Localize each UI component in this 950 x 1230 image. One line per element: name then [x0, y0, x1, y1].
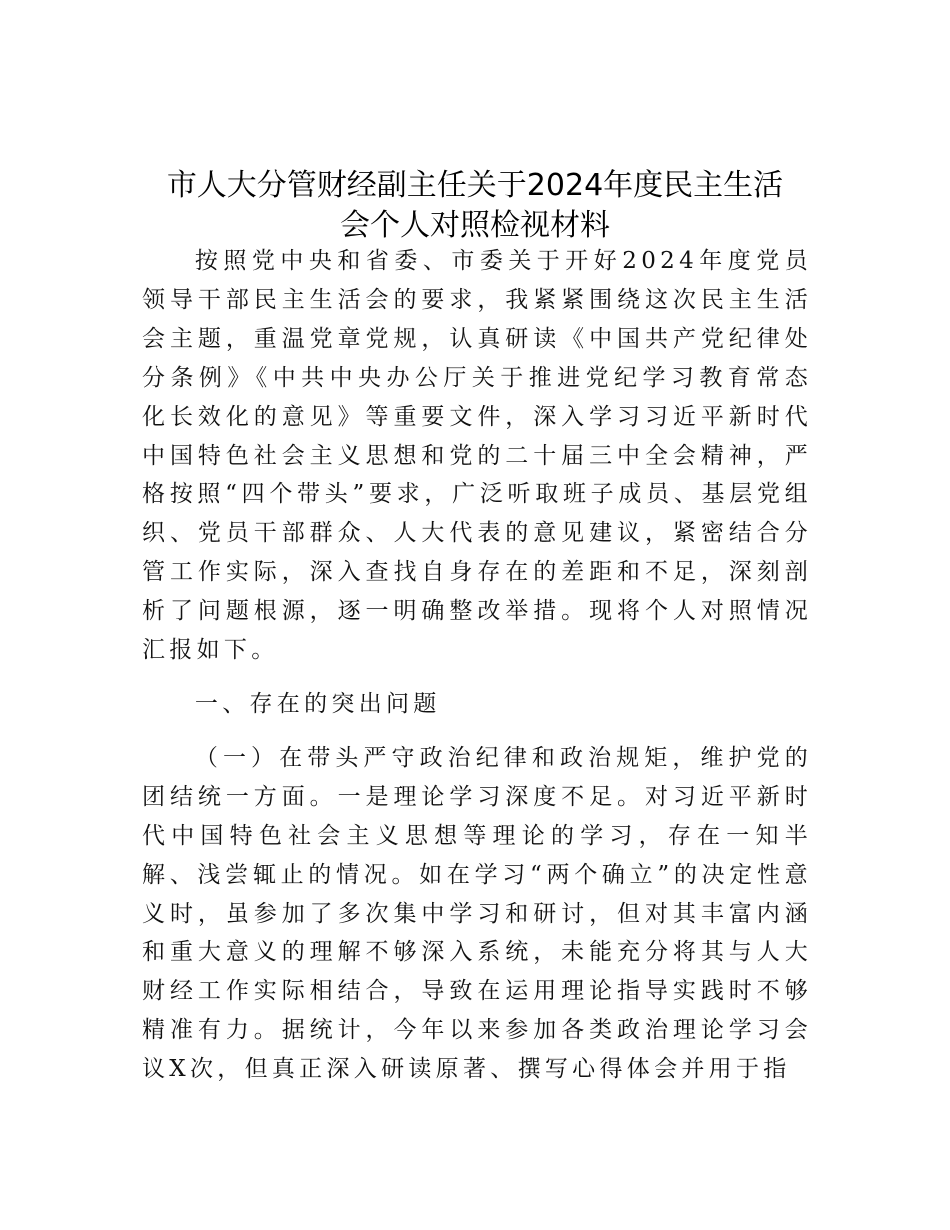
document-body	[142, 242, 812, 1089]
intro-paragraph: 按照党中央和省委、市委关于开好2024年度党员领导干部民主生活会的要求，我紧紧围绕这次民主生活会主题，重温党章党规，认真研读《中国共产党纪律处分条例》《中共中央办公厅关于推进党纪学习教育常态化长效化的意见》等重要文件，深入学习习近平新时代中国特色社会主义思想和党的二十届三中全会精神，严格按照“四个带头”要求，广泛听取班子成员、基层党组织、党员干部群众、人大代表的意见建议，紧密结合分管工作实际，深入查找自身存在的差距和不足，深刻剖析了问题根源，逐一明确整改举措。现将个人对照情况汇报如下。	[142, 248, 812, 664]
section-paragraph: （一）在带头严守政治纪律和政治规矩，维护党的团结统一方面。一是理论学习深度不足。对习近平新时代中国特色社会主义思想等理论的学习，存在一知半解、浅尝辄止的情况。如在学习“两个确立”的决定性意义时，虽参加了多次集中学习和研讨，但对其丰富内涵和重大意义的理解不够深入系统，未能充分将其与人大财经工作实际相结合，导致在运用理论指导实践时不够精准有力。据统计，今年以来参加各类政治理论学习会议X次，但真正深入研读原著、撰写心得体会并用于指	[142, 744, 812, 1083]
title-line-2: 会个人对照检视材料	[340, 208, 610, 243]
section-heading: 一、存在的突出问题	[194, 690, 441, 717]
title-line-1: 市人大分管财经副主任关于2024年度民主生活	[166, 168, 784, 203]
document-title	[130, 166, 820, 246]
